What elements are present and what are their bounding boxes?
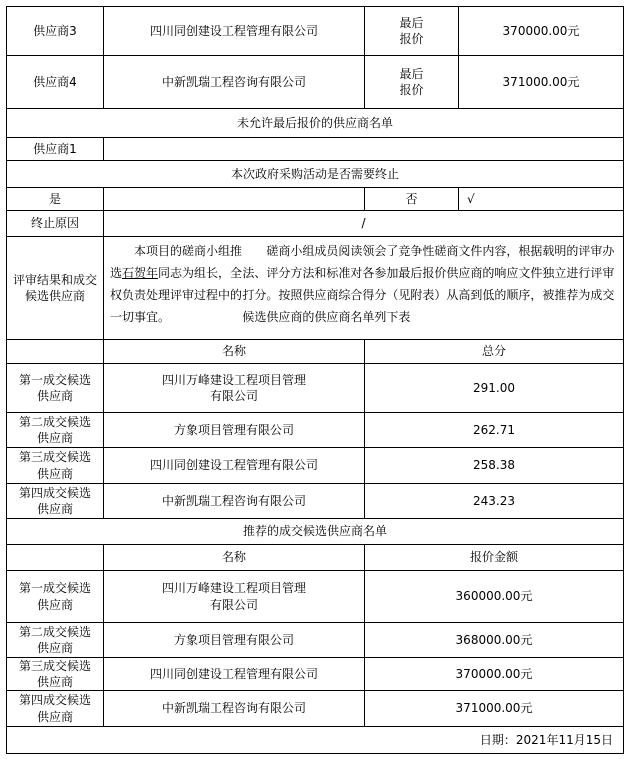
date-value: 2021年11月15日: [515, 732, 613, 747]
supplier-name: 中新凯瑞工程咨询有限公司: [103, 55, 365, 109]
score-supplier-name: 四川同创建设工程管理有限公司: [103, 447, 365, 484]
recommend-supplier-name: 四川万峰建设工程项目管理 有限公司: [103, 570, 365, 623]
review-summary: [103, 236, 624, 340]
supplier-label: 供应商4: [6, 55, 104, 109]
review-result-label: 评审结果和成交候选供应商: [6, 236, 104, 340]
recommend-rank-label: 第一成交候选 供应商: [6, 570, 104, 623]
score-supplier-name: 方象项目管理有限公司: [103, 412, 365, 448]
final-price-label: 最后 报价: [364, 6, 459, 56]
recommend-col-name: 名称: [103, 544, 365, 571]
final-price-label: 最后 报价: [364, 55, 459, 109]
recommend-col-price: 报价金额: [364, 544, 624, 571]
score-supplier-name: 中新凯瑞工程咨询有限公司: [103, 483, 365, 519]
final-price-value: 370000.00元: [458, 6, 624, 56]
score-rank-label: 第三成交候选 供应商: [6, 447, 104, 484]
recommend-rank-label: 第二成交候选 供应商: [6, 622, 104, 658]
section-heading-recommend: 推荐的成交候选供应商名单: [6, 518, 624, 545]
supplier-label: 供应商3: [6, 6, 104, 56]
score-value: 291.00: [364, 363, 624, 413]
section-heading-not-allowed: 未允许最后报价的供应商名单: [6, 108, 624, 138]
recommend-price: 368000.00元: [364, 622, 624, 658]
score-rank-label: 第二成交候选 供应商: [6, 412, 104, 448]
score-col-name: 名称: [103, 339, 365, 364]
recommend-price: 371000.00元: [364, 690, 624, 727]
recommend-supplier-name: 方象项目管理有限公司: [103, 622, 365, 658]
summary-paragraph: 磋商小组成员阅读领会了竞争性磋商文件内容，根据载明的评审办法、评分方法和标准对各参加最后报价供应商的响应文件独立进行评审打分。按照供应商综合得分（见附表）从高到低的顺序，被推荐为成交候选供应商的供应商名单列下表: [242, 244, 615, 324]
score-rank-label: 第一成交候选 供应商: [6, 363, 104, 413]
recommend-supplier-name: 中新凯瑞工程咨询有限公司: [103, 690, 365, 727]
terminate-yes-label: 是: [6, 187, 104, 211]
date-row: [6, 726, 624, 754]
recommend-price: 360000.00元: [364, 570, 624, 623]
not-allowed-supplier-label: 供应商1: [6, 137, 104, 161]
recommend-rank-label: 第四成交候选 供应商: [6, 690, 104, 727]
supplier-name: 四川同创建设工程管理有限公司: [103, 6, 365, 56]
date-label: 日期：: [479, 732, 516, 747]
not-allowed-supplier-value: [103, 137, 624, 161]
section-heading-terminate: 本次政府采购活动是否需要终止: [6, 160, 624, 188]
recommend-price: 370000.00元: [364, 657, 624, 691]
score-value: 243.23: [364, 483, 624, 519]
score-value: 262.71: [364, 412, 624, 448]
score-supplier-name: 四川万峰建设工程项目管理 有限公司: [103, 363, 365, 413]
recommend-table-corner: [6, 544, 104, 571]
terminate-no-label: 否: [364, 187, 459, 211]
recommend-supplier-name: 四川同创建设工程管理有限公司: [103, 657, 365, 691]
score-rank-label: 第四成交候选 供应商: [6, 483, 104, 519]
terminate-reason-value: /: [103, 210, 624, 237]
score-table-corner: [6, 339, 104, 364]
summary-text: 同志为组长，全权负责处理评审过程中的一切事宜。: [110, 266, 243, 324]
score-col-total: 总分: [364, 339, 624, 364]
final-price-value: 371000.00元: [458, 55, 624, 109]
terminate-no-check: √: [458, 187, 624, 211]
terminate-reason-label: 终止原因: [6, 210, 104, 237]
score-value: 258.38: [364, 447, 624, 484]
group-leader-name: 石贺年: [122, 266, 159, 280]
recommend-rank-label: 第三成交候选 供应商: [6, 657, 104, 691]
summary-text: 本项目的磋商小组推选: [110, 244, 243, 280]
terminate-yes-value: [103, 187, 365, 211]
